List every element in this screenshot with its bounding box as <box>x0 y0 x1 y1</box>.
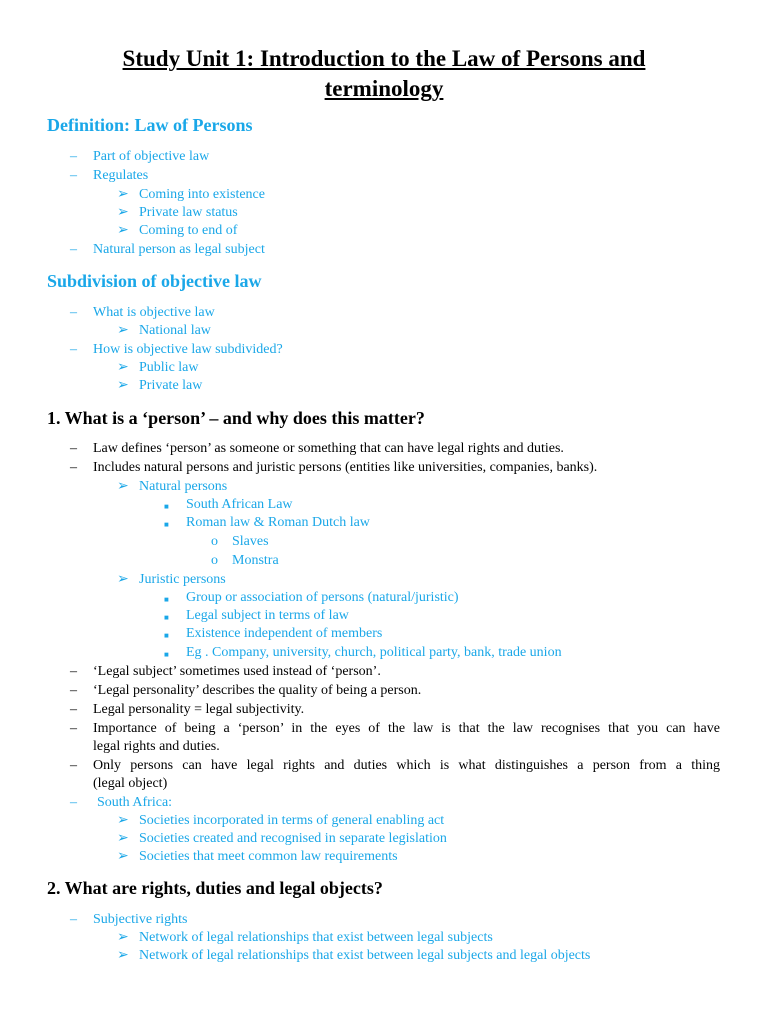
arrow-marker: ➢ <box>117 813 129 828</box>
title-line-2: terminology <box>324 76 444 101</box>
square-marker: ■ <box>164 520 169 529</box>
arrow-marker: ➢ <box>117 323 129 338</box>
circle-marker: o <box>211 534 218 549</box>
list-item: Part of objective law <box>93 149 210 164</box>
heading-section-2: 2. What are rights, duties and legal objects? <box>47 878 383 898</box>
list-item: Eg . Company, university, church, political party, bank, trade union <box>186 645 562 660</box>
list-item: National law <box>139 323 211 338</box>
arrow-marker: ➢ <box>117 479 129 494</box>
list-item: Includes natural persons and juristic persons (entities like universities, companies, banks). <box>93 460 598 475</box>
list-item: Monstra <box>232 553 279 568</box>
list-item: Regulates <box>93 168 149 183</box>
list-item: Network of legal relationships that exist between legal subjects and legal objects <box>139 948 591 963</box>
list-item: Societies created and recognised in separate legislation <box>139 831 447 846</box>
list-item: Roman law & Roman Dutch law <box>186 515 370 530</box>
heading-definition: Definition: Law of Persons <box>47 115 253 135</box>
list-item: Group or association of persons (natural/juristic) <box>186 590 459 605</box>
arrow-marker: ➢ <box>117 205 129 220</box>
circle-marker: o <box>211 553 218 568</box>
list-item: Legal personality = legal subjectivity. <box>93 702 305 717</box>
square-marker: ■ <box>164 631 169 640</box>
list-item: Existence independent of members <box>186 626 383 641</box>
dash-marker: – <box>70 912 77 927</box>
list-item: How is objective law subdivided? <box>93 342 283 357</box>
list-item: Only persons can have legal rights and duties which is what distinguishes a person from a thing <box>93 758 720 773</box>
dash-marker: – <box>70 683 77 698</box>
dash-marker: – <box>70 702 77 717</box>
list-item: Coming to end of <box>139 223 238 238</box>
list-item: Natural persons <box>139 479 228 494</box>
arrow-marker: ➢ <box>117 223 129 238</box>
list-item: Importance of being a ‘person’ in the eyes of the law is that the law recognises that you can have <box>93 721 720 736</box>
list-item: Natural person as legal subject <box>93 242 265 257</box>
heading-section-1: 1. What is a ‘person’ – and why does this matter? <box>47 408 425 428</box>
arrow-marker: ➢ <box>117 360 129 375</box>
title-line-1: Study Unit 1: Introduction to the Law of Persons and <box>122 46 646 71</box>
arrow-marker: ➢ <box>117 849 129 864</box>
list-item: Law defines ‘person’ as someone or something that can have legal rights and duties. <box>93 441 564 456</box>
list-item: Public law <box>139 360 199 375</box>
dash-marker: – <box>70 721 77 736</box>
list-item-continued: legal rights and duties. <box>93 739 220 754</box>
dash-marker: – <box>70 305 77 320</box>
arrow-marker: ➢ <box>117 187 129 202</box>
list-item: Coming into existence <box>139 187 265 202</box>
list-item: Legal subject in terms of law <box>186 608 349 623</box>
square-marker: ■ <box>164 613 169 622</box>
dash-marker: – <box>70 441 77 456</box>
arrow-marker: ➢ <box>117 378 129 393</box>
arrow-marker: ➢ <box>117 930 129 945</box>
list-item: ‘Legal personality’ describes the quality of being a person. <box>93 683 422 698</box>
list-item: Juristic persons <box>139 572 226 587</box>
list-item: Societies that meet common law requirements <box>139 849 398 864</box>
list-item: ‘Legal subject’ sometimes used instead of ‘person’. <box>93 664 381 679</box>
dash-marker: – <box>70 460 77 475</box>
list-item: South African Law <box>186 497 293 512</box>
square-marker: ■ <box>164 650 169 659</box>
square-marker: ■ <box>164 595 169 604</box>
heading-subdivision: Subdivision of objective law <box>47 271 262 291</box>
list-item: What is objective law <box>93 305 215 320</box>
square-marker: ■ <box>164 502 169 511</box>
dash-marker: – <box>70 168 77 183</box>
list-item: Private law <box>139 378 203 393</box>
dash-marker: – <box>70 795 77 810</box>
dash-marker: – <box>70 758 77 773</box>
list-item: South Africa: <box>97 795 173 810</box>
dash-marker: – <box>70 664 77 679</box>
list-item-continued: (legal object) <box>93 776 168 791</box>
dash-marker: – <box>70 242 77 257</box>
arrow-marker: ➢ <box>117 831 129 846</box>
dash-marker: – <box>70 342 77 357</box>
list-item: Private law status <box>139 205 238 220</box>
arrow-marker: ➢ <box>117 572 129 587</box>
dash-marker: – <box>70 149 77 164</box>
list-item: Slaves <box>232 534 269 549</box>
arrow-marker: ➢ <box>117 948 129 963</box>
list-item: Societies incorporated in terms of general enabling act <box>139 813 445 828</box>
list-item: Network of legal relationships that exist between legal subjects <box>139 930 493 945</box>
list-item: Subjective rights <box>93 912 188 927</box>
